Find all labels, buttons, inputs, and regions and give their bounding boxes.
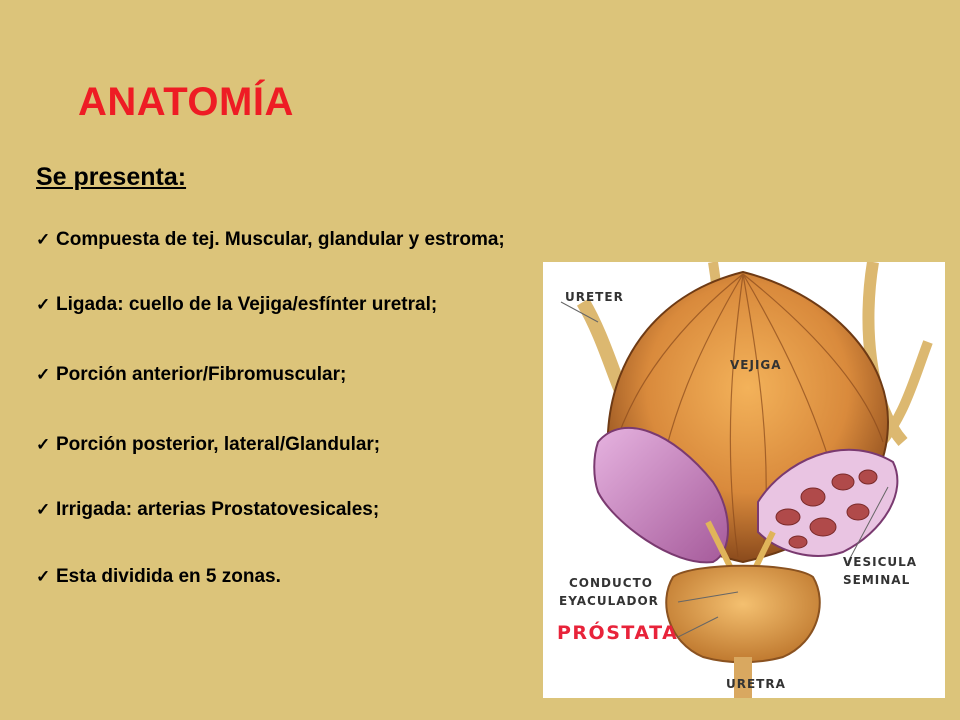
bullet-item [36,294,437,316]
bullet-item [36,229,505,251]
label-vesicula-2: SEMINAL [843,573,911,587]
checkmark-icon: ✓ [36,365,51,384]
checkmark-icon: ✓ [36,435,51,454]
label-ureter: URETER [565,290,624,304]
bullet-item [36,566,281,588]
label-uretra: URETRA [726,677,786,691]
label-vejiga: VEJIGA [730,358,782,372]
bullet-item [36,364,346,386]
checkmark-icon: ✓ [36,230,51,249]
checkmark-icon: ✓ [36,567,51,586]
label-conducto-2: EYACULADOR [559,594,659,608]
checkmark-icon: ✓ [36,500,51,519]
bullet-text: Porción anterior/Fibromuscular; [56,364,347,385]
slide-title: ANATOMÍA [78,80,294,124]
bullet-item [36,434,380,456]
label-vesicula-1: VESICULA [843,555,918,569]
slide-subtitle: Se presenta: [36,163,187,191]
bullet-text: Ligada: cuello de la Vejiga/esfínter uretral; [56,294,438,315]
checkmark-icon: ✓ [36,295,51,314]
prostate-anatomy-figure [543,262,945,698]
label-conducto-1: CONDUCTO [569,576,653,590]
bullet-text: Esta dividida en 5 zonas. [56,566,281,587]
label-prostata: PRÓSTATA [557,622,679,644]
prostate-gland [666,566,820,663]
bullet-item [36,499,379,521]
bullet-text: Compuesta de tej. Muscular, glandular y estroma; [56,229,505,250]
bullet-text: Porción posterior, lateral/Glandular; [56,434,381,455]
bullet-text: Irrigada: arterias Prostatovesicales; [56,499,380,520]
